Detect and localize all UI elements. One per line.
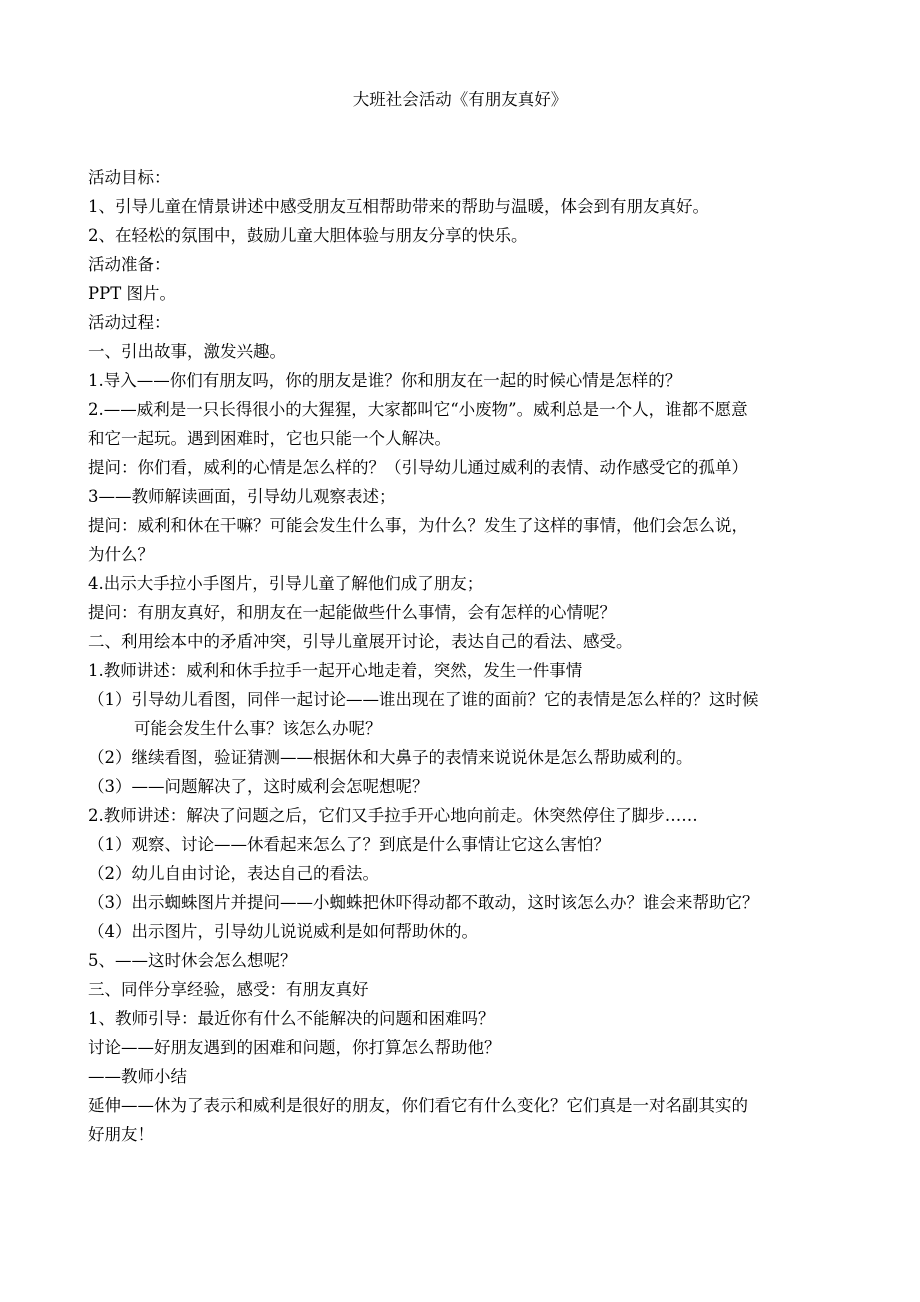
- paragraph-line: 2、在轻松的氛围中，鼓励儿童大胆体验与朋友分享的快乐。: [88, 226, 528, 245]
- paragraph-line: 2.——威利是一只长得很小的大猩猩，大家都叫它“小废物”。威利总是一个人，谁都不愿意: [88, 400, 748, 419]
- paragraph-line: 提问：你们看，威利的心情是怎么样的？（引导幼儿通过威利的表情、动作感受它的孤单）: [88, 458, 748, 477]
- paragraph-line: （3）——问题解决了，这时威利会怎呢想呢？: [88, 777, 429, 796]
- paragraph-line: （1）引导幼儿看图，同伴一起讨论——谁出现在了谁的面前？它的表情是怎么样的？这时候: [88, 690, 759, 709]
- paragraph-line: 延伸——休为了表示和威利是很好的朋友，你们看它有什么变化？它们真是一对名副其实的: [88, 1096, 748, 1115]
- paragraph-line: 3——教师解读画面，引导幼儿观察表述；: [88, 487, 396, 506]
- document-title: 大班社会活动《有朋友真好》: [352, 90, 568, 109]
- paragraph-line: 一、引出故事，激发兴趣。: [88, 342, 286, 361]
- paragraph-line: 二、利用绘本中的矛盾冲突，引导儿童展开讨论，表达自己的看法、感受。: [88, 632, 633, 651]
- paragraph-line: 2.教师讲述：解决了问题之后，它们又手拉手开心地向前走。休突然停住了脚步……: [88, 806, 698, 825]
- paragraph-line: PPT 图片。: [88, 284, 176, 303]
- paragraph-line: ——教师小结: [88, 1067, 187, 1086]
- paragraph-line: 1.教师讲述：威利和休手拉手一起开心地走着，突然，发生一件事情: [88, 661, 583, 680]
- paragraph-line: （4）出示图片，引导幼儿说说威利是如何帮助休的。: [88, 922, 478, 941]
- paragraph-line: 1、引导儿童在情景讲述中感受朋友互相帮助带来的帮助与温暖，体会到有朋友真好。: [88, 197, 709, 216]
- paragraph-line: 4.出示大手拉小手图片，引导儿童了解他们成了朋友；: [88, 574, 484, 593]
- paragraph-line: 提问：有朋友真好，和朋友在一起能做些什么事情，会有怎样的心情呢？: [88, 603, 616, 622]
- section-heading-preparation: 活动准备：: [88, 255, 171, 274]
- paragraph-line: 为什么？: [88, 545, 154, 564]
- section-heading-process: 活动过程：: [88, 313, 171, 332]
- paragraph-line: 好朋友！: [88, 1125, 154, 1144]
- paragraph-line: （2）幼儿自由讨论，表达自己的看法。: [88, 864, 379, 883]
- paragraph-line: （1）观察、讨论——休看起来怎么了？到底是什么事情让它这么害怕？: [88, 835, 610, 854]
- paragraph-line: 1、教师引导：最近你有什么不能解决的问题和困难吗？: [88, 1009, 495, 1028]
- paragraph-line: 讨论——好朋友遇到的困难和问题，你打算怎么帮助他？: [88, 1038, 501, 1057]
- paragraph-line: 和它一起玩。遇到困难时，它也只能一个人解决。: [88, 429, 451, 448]
- paragraph-line: （3）出示蜘蛛图片并提问——小蜘蛛把休吓得动都不敢动，这时该怎么办？谁会来帮助它？: [88, 893, 759, 912]
- paragraph-line: 5、——这时休会怎么想呢？: [88, 951, 297, 970]
- paragraph-line: 提问：威利和休在干嘛？可能会发生什么事，为什么？发生了这样的事情，他们会怎么说，: [88, 516, 748, 535]
- paragraph-line: 1.导入——你们有朋友吗，你的朋友是谁？你和朋友在一起的时候心情是怎样的？: [88, 371, 682, 390]
- section-heading-goals: 活动目标：: [88, 168, 171, 187]
- paragraph-line: 三、同伴分享经验，感受：有朋友真好: [88, 980, 369, 999]
- paragraph-line-indented: 可能会发生什么事？该怎么办呢？: [134, 719, 382, 738]
- paragraph-line: （2）继续看图，验证猜测——根据休和大鼻子的表情来说说休是怎么帮助威利的。: [88, 748, 693, 767]
